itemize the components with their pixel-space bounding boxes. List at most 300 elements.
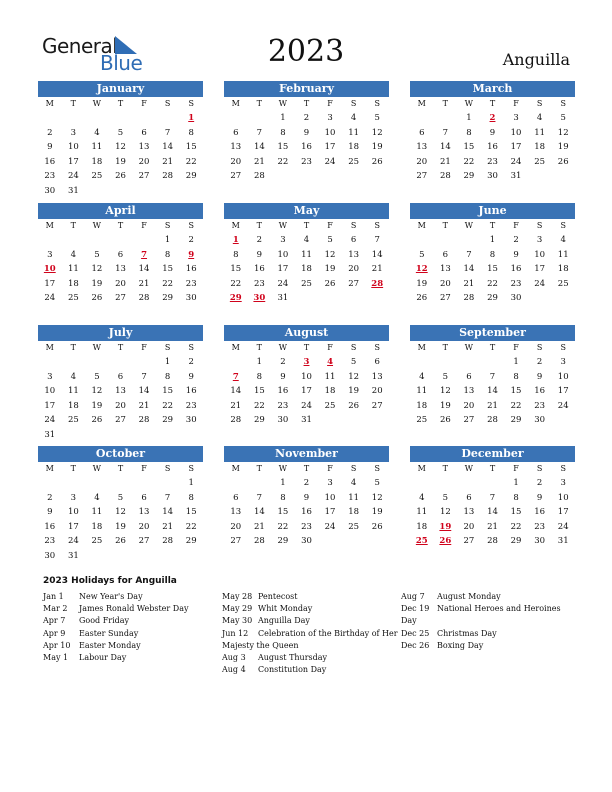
day-cell: 15 [185, 507, 197, 517]
day-cell: 9 [536, 371, 543, 382]
weekday-label: M [231, 343, 240, 352]
day-cell: 15 [162, 264, 174, 274]
holiday-item [401, 640, 571, 652]
day-cell: 7 [256, 127, 263, 138]
day-cell: 15 [487, 264, 498, 274]
weekday-label: S [188, 464, 194, 473]
day-cell: 13 [439, 264, 451, 274]
day-cell: 10 [67, 142, 79, 152]
empty-day-cell [410, 233, 434, 248]
day-cell: 9 [47, 142, 53, 152]
day-cell: 27 [463, 415, 475, 425]
day-cell: 15 [277, 507, 289, 517]
day-cell: 28 [487, 415, 498, 425]
day-cell: 11 [557, 249, 569, 260]
holiday-name: Anguilla Day [258, 616, 310, 626]
month-day-grid [224, 462, 389, 549]
day-cell: 2 [280, 357, 286, 367]
day-cell: 10 [510, 127, 522, 138]
day-cell: 15 [253, 386, 265, 396]
day-cell: 5 [560, 113, 566, 123]
month-april [38, 203, 203, 306]
day-cell: 18 [416, 400, 428, 411]
weekday-label: F [141, 343, 147, 352]
day-cell: 11 [416, 507, 428, 517]
day-cell: 30 [44, 185, 56, 196]
weekday-label: W [278, 221, 288, 230]
day-cell: 17 [44, 278, 56, 289]
day-cell: 30 [44, 550, 56, 561]
holiday-date: Dec 25 [401, 628, 430, 638]
weekday-label: T [489, 464, 496, 473]
day-cell: 13 [416, 142, 428, 152]
day-cell: 21 [138, 278, 150, 289]
day-cell: 3 [47, 249, 53, 260]
day-cell: 25 [67, 293, 79, 303]
holiday-day-cell: 9 [188, 249, 195, 260]
month-may [224, 203, 389, 306]
holiday-item [401, 591, 571, 603]
empty-day-cell [410, 355, 434, 370]
day-cell: 5 [374, 478, 380, 488]
holiday-date: May 29 [222, 604, 253, 614]
day-cell: 14 [463, 264, 475, 274]
holiday-date: Apr 10 [43, 640, 71, 650]
day-cell: 24 [557, 400, 569, 411]
holiday-item [222, 603, 392, 615]
weekday-label: T [442, 99, 449, 108]
holiday-name: Whit Monday [258, 604, 313, 614]
month-july [38, 325, 203, 442]
holiday-item [43, 652, 213, 664]
day-cell: 9 [280, 371, 286, 382]
day-cell: 10 [557, 371, 569, 382]
day-cell: 22 [185, 156, 197, 167]
day-cell: 4 [419, 371, 425, 382]
holiday-date: Dec 26 [401, 640, 430, 650]
day-cell: 30 [185, 293, 197, 303]
day-cell: 10 [557, 492, 569, 503]
weekday-label: F [141, 221, 147, 230]
month-header: June [410, 203, 575, 219]
day-cell: 7 [489, 492, 496, 503]
month-october [38, 446, 203, 563]
day-cell: 24 [557, 521, 569, 532]
day-cell: 31 [277, 293, 289, 303]
day-cell: 6 [233, 492, 239, 503]
day-cell: 5 [94, 371, 100, 382]
empty-day-cell [156, 111, 180, 126]
weekday-label: F [327, 464, 333, 473]
day-cell: 17 [510, 142, 522, 152]
day-cell: 25 [557, 278, 569, 289]
month-january [38, 81, 203, 198]
day-cell: 30 [534, 415, 546, 425]
day-cell: 15 [230, 264, 242, 274]
day-cell: 22 [277, 156, 289, 167]
day-cell: 26 [416, 293, 428, 303]
day-cell: 29 [185, 536, 197, 546]
weekday-label: T [303, 464, 310, 473]
day-cell: 29 [185, 171, 197, 181]
weekday-label: T [117, 99, 124, 108]
day-cell: 30 [487, 171, 498, 181]
holiday-day-cell: 19 [439, 521, 452, 532]
empty-day-cell [481, 476, 505, 491]
day-cell: 26 [115, 536, 126, 546]
day-cell: 8 [489, 249, 496, 260]
holiday-item [401, 628, 571, 640]
month-header: August [224, 325, 389, 341]
day-cell: 27 [230, 171, 242, 181]
day-cell: 10 [277, 249, 289, 260]
day-cell: 28 [162, 536, 174, 546]
day-cell: 8 [256, 371, 263, 382]
weekday-label: S [188, 221, 194, 230]
day-cell: 30 [185, 415, 197, 425]
day-cell: 12 [371, 127, 383, 138]
holiday-name: Pentecost [258, 592, 298, 601]
day-cell: 18 [348, 507, 360, 517]
day-cell: 22 [463, 156, 475, 167]
day-cell: 24 [324, 521, 336, 532]
day-cell: 23 [277, 400, 289, 411]
day-cell: 27 [138, 171, 150, 181]
day-cell: 18 [67, 400, 79, 411]
day-cell: 29 [253, 415, 265, 425]
holiday-name-continuation: Day [401, 616, 417, 626]
weekday-label: F [327, 343, 333, 352]
day-cell: 19 [91, 400, 103, 411]
day-cell: 11 [534, 127, 546, 138]
day-cell: 5 [94, 249, 100, 260]
weekday-label: S [188, 99, 194, 108]
day-cell: 3 [280, 235, 286, 245]
holiday-name: Easter Sunday [79, 628, 139, 638]
weekday-label: S [164, 464, 171, 473]
holiday-name: August Monday [437, 592, 501, 601]
day-cell: 28 [162, 171, 174, 181]
day-cell: 11 [67, 264, 79, 274]
day-cell: 21 [371, 264, 383, 274]
weekday-label: T [489, 221, 496, 230]
empty-day-cell [85, 355, 109, 370]
day-cell: 13 [230, 142, 242, 152]
day-cell: 20 [463, 521, 475, 532]
day-cell: 9 [256, 249, 263, 260]
holiday-item [401, 603, 571, 615]
month-day-grid [410, 462, 575, 549]
day-cell: 24 [67, 536, 79, 546]
day-cell: 23 [301, 156, 312, 167]
day-cell: 25 [67, 415, 79, 425]
holiday-name: Good Friday [79, 616, 130, 626]
day-cell: 17 [324, 507, 336, 517]
day-cell: 14 [162, 507, 174, 517]
day-cell: 3 [327, 478, 333, 488]
holiday-name: Constitution Day [258, 665, 327, 675]
day-cell: 9 [303, 127, 310, 138]
holiday-name: National Heroes and Heroines [437, 604, 561, 614]
weekday-label: T [117, 221, 124, 230]
weekday-label: S [536, 221, 543, 230]
holiday-day-cell: 25 [415, 536, 428, 546]
day-cell: 11 [301, 249, 312, 260]
day-cell: 4 [536, 113, 543, 123]
holiday-item [43, 615, 213, 627]
holiday-day-cell: 1 [232, 235, 239, 245]
holiday-date: Mar 2 [43, 604, 68, 614]
weekday-label: M [417, 464, 426, 473]
weekday-label: T [442, 221, 449, 230]
day-cell: 13 [230, 507, 242, 517]
month-day-grid [224, 219, 389, 306]
day-cell: 10 [534, 249, 546, 260]
weekday-label: M [45, 464, 54, 473]
day-cell: 26 [557, 156, 569, 167]
day-cell: 18 [416, 521, 428, 532]
day-cell: 4 [350, 478, 357, 488]
holiday-day-cell: 1 [188, 113, 195, 123]
weekday-label: T [70, 99, 77, 108]
month-day-grid [410, 97, 575, 184]
empty-day-cell [85, 111, 109, 126]
day-cell: 17 [324, 142, 336, 152]
day-cell: 21 [439, 156, 451, 167]
month-header: April [38, 203, 203, 219]
day-cell: 8 [188, 492, 194, 503]
day-cell: 29 [277, 536, 289, 546]
weekday-label: M [231, 221, 240, 230]
day-cell: 17 [67, 156, 79, 167]
month-header: March [410, 81, 575, 97]
holiday-date: May 1 [43, 652, 69, 662]
weekday-label: T [70, 343, 77, 352]
day-cell: 27 [230, 536, 242, 546]
holiday-item [222, 615, 392, 627]
day-cell: 16 [534, 507, 546, 517]
empty-day-cell [457, 476, 481, 491]
day-cell: 8 [466, 127, 472, 138]
holiday-column [401, 591, 571, 652]
day-cell: 20 [115, 278, 126, 289]
day-cell: 16 [510, 264, 522, 274]
day-cell: 6 [466, 492, 472, 503]
weekday-label: F [513, 343, 519, 352]
day-cell: 5 [442, 371, 449, 382]
day-cell: 14 [439, 142, 451, 152]
day-cell: 26 [324, 278, 336, 289]
holiday-name: Boxing Day [437, 640, 484, 650]
day-cell: 9 [513, 249, 519, 260]
weekday-label: T [256, 99, 263, 108]
day-cell: 11 [324, 371, 336, 382]
day-cell: 31 [301, 415, 312, 425]
empty-day-cell [132, 233, 156, 248]
empty-day-cell [109, 111, 133, 126]
day-cell: 29 [162, 293, 174, 303]
weekday-label: F [513, 464, 519, 473]
holiday-date: Apr 9 [43, 628, 66, 638]
day-cell: 27 [371, 400, 383, 411]
day-cell: 4 [303, 235, 310, 245]
holiday-date: Jan 1 [43, 592, 64, 601]
month-november [224, 446, 389, 549]
day-cell: 15 [185, 142, 197, 152]
empty-day-cell [132, 111, 156, 126]
day-cell: 26 [91, 415, 103, 425]
day-cell: 13 [348, 249, 360, 260]
day-cell: 22 [230, 278, 242, 289]
day-cell: 10 [324, 492, 336, 503]
day-cell: 14 [253, 142, 265, 152]
holiday-item [43, 591, 213, 603]
empty-day-cell [224, 111, 248, 126]
day-cell: 17 [301, 386, 312, 396]
day-cell: 19 [324, 264, 336, 274]
day-cell: 6 [466, 371, 472, 382]
day-cell: 20 [463, 400, 475, 411]
day-cell: 18 [91, 156, 103, 167]
day-cell: 26 [439, 415, 451, 425]
month-header: December [410, 446, 575, 462]
weekday-label: W [92, 99, 102, 108]
empty-day-cell [132, 476, 156, 491]
weekday-label: S [560, 343, 566, 352]
day-cell: 6 [141, 492, 147, 503]
day-cell: 25 [416, 415, 428, 425]
day-cell: 23 [185, 400, 197, 411]
day-cell: 7 [374, 235, 380, 245]
day-cell: 22 [510, 400, 522, 411]
month-june [410, 203, 575, 306]
day-cell: 17 [44, 400, 56, 411]
empty-day-cell [109, 233, 133, 248]
holiday-name: August Thursday [258, 652, 328, 662]
day-cell: 14 [162, 142, 174, 152]
weekday-label: T [256, 464, 263, 473]
day-cell: 7 [489, 371, 496, 382]
holiday-item [43, 640, 213, 652]
day-cell: 22 [162, 400, 174, 411]
day-cell: 26 [371, 521, 383, 532]
day-cell: 2 [188, 357, 194, 367]
empty-day-cell [109, 476, 133, 491]
day-cell: 6 [141, 127, 147, 138]
holiday-date: Dec 19 [401, 604, 430, 614]
day-cell: 29 [510, 415, 522, 425]
day-cell: 26 [115, 171, 126, 181]
day-cell: 3 [47, 371, 53, 382]
day-cell: 19 [91, 278, 103, 289]
day-cell: 27 [348, 278, 360, 289]
day-cell: 6 [350, 235, 357, 245]
holiday-item [43, 603, 213, 615]
month-day-grid [410, 219, 575, 306]
day-cell: 1 [280, 113, 286, 123]
day-cell: 3 [327, 113, 333, 123]
day-cell: 31 [557, 536, 569, 546]
empty-day-cell [85, 233, 109, 248]
day-cell: 15 [463, 142, 475, 152]
day-cell: 16 [487, 142, 498, 152]
logo-general-text: General [42, 34, 118, 58]
weekday-label: T [117, 464, 124, 473]
weekday-label: S [164, 343, 171, 352]
day-cell: 19 [115, 521, 126, 532]
day-cell: 21 [230, 400, 242, 411]
day-cell: 17 [557, 386, 569, 396]
day-cell: 4 [70, 249, 77, 260]
empty-day-cell [224, 355, 248, 370]
empty-day-cell [457, 233, 481, 248]
day-cell: 23 [534, 400, 546, 411]
day-cell: 30 [301, 536, 312, 546]
day-cell: 24 [301, 400, 312, 411]
month-header: July [38, 325, 203, 341]
empty-day-cell [109, 355, 133, 370]
day-cell: 6 [442, 249, 449, 260]
day-cell: 18 [557, 264, 569, 274]
day-cell: 12 [371, 492, 383, 503]
weekday-label: W [278, 464, 288, 473]
holiday-name: Celebration of the Birthday of Her [258, 628, 398, 638]
holiday-date: Aug 7 [401, 592, 425, 601]
holiday-day-cell: 29 [229, 293, 242, 303]
holiday-item [222, 591, 392, 603]
day-cell: 18 [91, 521, 103, 532]
day-cell: 23 [185, 278, 197, 289]
day-cell: 16 [277, 386, 289, 396]
day-cell: 31 [44, 429, 56, 440]
day-cell: 11 [91, 507, 103, 517]
holiday-item [43, 628, 213, 640]
day-cell: 12 [91, 264, 103, 274]
day-cell: 13 [371, 371, 383, 382]
day-cell: 11 [348, 127, 360, 138]
empty-day-cell [38, 111, 62, 126]
day-cell: 28 [439, 171, 451, 181]
day-cell: 18 [324, 386, 336, 396]
weekday-label: W [464, 343, 474, 352]
weekday-label: W [278, 99, 288, 108]
day-cell: 5 [419, 249, 425, 260]
day-cell: 13 [115, 386, 126, 396]
day-cell: 21 [253, 521, 265, 532]
day-cell: 8 [188, 127, 194, 138]
day-cell: 17 [557, 507, 569, 517]
empty-day-cell [434, 233, 458, 248]
month-header: September [410, 325, 575, 341]
weekday-label: M [231, 464, 240, 473]
country-name: Anguilla [502, 50, 570, 69]
day-cell: 12 [91, 386, 103, 396]
day-cell: 6 [419, 127, 425, 138]
day-cell: 27 [115, 293, 126, 303]
day-cell: 14 [138, 386, 150, 396]
day-cell: 11 [91, 142, 103, 152]
day-cell: 19 [115, 156, 126, 167]
day-cell: 24 [534, 278, 546, 289]
day-cell: 10 [67, 507, 79, 517]
weekday-label: T [256, 221, 263, 230]
day-cell: 13 [463, 507, 475, 517]
day-cell: 19 [416, 278, 428, 289]
weekday-label: S [560, 221, 566, 230]
day-cell: 27 [463, 536, 475, 546]
weekday-label: S [536, 343, 543, 352]
day-cell: 21 [138, 400, 150, 411]
